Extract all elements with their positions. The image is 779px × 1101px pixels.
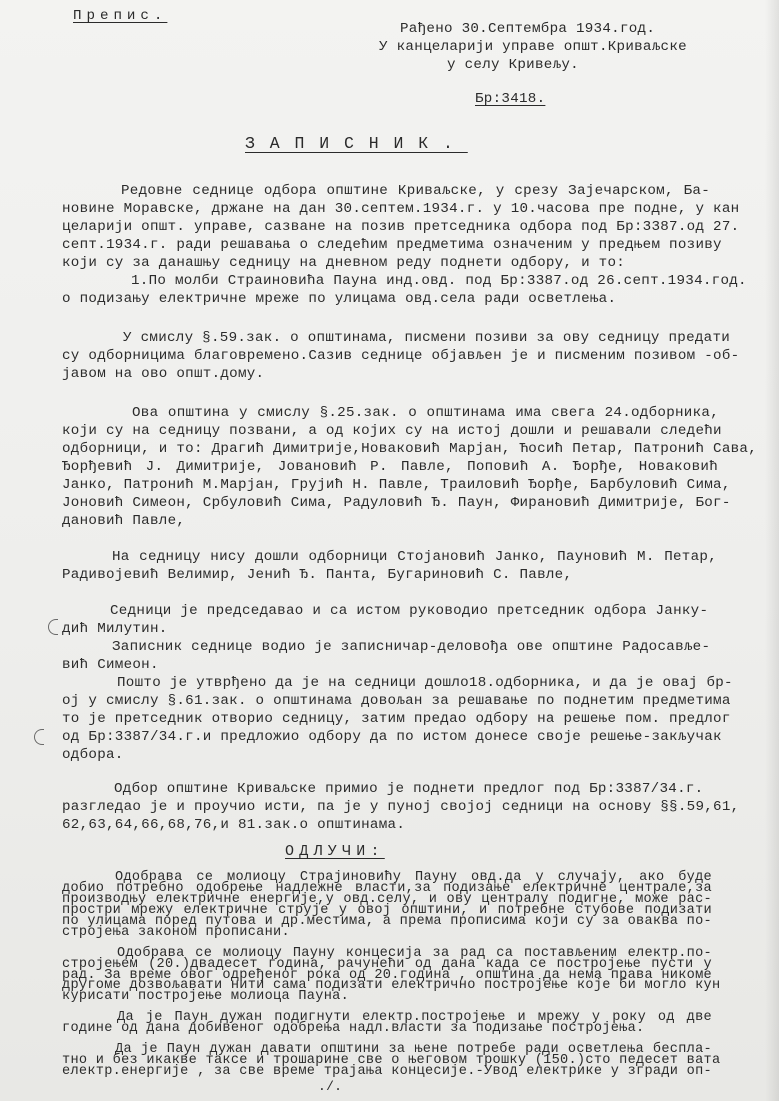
text-line: вић Симеон.: [62, 657, 159, 673]
text-line: Да је Паун дужан подигнути електр.постројење и мрежу у року од две: [117, 1010, 712, 1026]
text-line: другоме дозвољавати нити сама подизати електрично постројење које би могло кун: [62, 978, 721, 994]
text-line: Да је Паун дужан давати општини за њене потребе ради осветлења беспла-: [115, 1042, 712, 1058]
text-line: то је претседник отворио седницу, затим предао одбору на решење пом. предлог: [62, 711, 731, 727]
text-line: стројењем (20.)двадесет година, рачунећи од дана када се постројење пусти у: [62, 956, 712, 972]
text-line: На седницу нису дошли одборници Стојановић Јанко, Пауновић М. Петар,: [112, 549, 717, 565]
text-line: ој у смислу §.61.зак. о општинама довољан за решавање по поднетим предметима: [62, 693, 731, 709]
text-line: Пошто је утврђено да је на седници дошло18.одборника, и да је овај бр-: [117, 675, 733, 691]
text-line: по улицама поред путова и др.местима, а према прописима који су за оваква по-: [62, 913, 713, 929]
text-line: новине Моравске, држане на дан 30.септем.1934.г. у 10.часова пре подне, у кан: [62, 201, 740, 217]
text-line: дановић Павле,: [62, 513, 186, 529]
text-line: Одобрава се молиоцу Пауну концесија за рад са постављеним електр.по-: [117, 945, 712, 961]
text-line: Радивојевић Велимир, Јенић Ђ. Панта, Бугариновић С. Павле,: [62, 567, 573, 583]
text-line: јавом на ово општ.дому.: [62, 366, 265, 382]
text-line: електр.енергије , за све време трајања концесије.-Увод електрике у згради оп-: [62, 1064, 713, 1080]
text-line: су одборницима благовремено.Сазив седнице објављен је и писменим позивом -об-: [62, 348, 740, 364]
header-office: У канцеларији управе општ.Криваљске: [379, 39, 687, 55]
text-line: одбора.: [62, 747, 124, 763]
text-line: септ.1934.г. ради решавања о следећим предметима означеним у предњем позиву: [62, 237, 722, 253]
text-line: Јанко, Патронић М.Марјан, Грујић Н. Павле, Траиловић Ђорђе, Барбуловић Сима,: [62, 477, 731, 493]
page-edge-shadow: [765, 0, 779, 1101]
page-continuation-mark: ./.: [318, 1079, 343, 1094]
text-line: простри мрежу електричне струје у овој општини, и потребне стубове подизати: [62, 902, 712, 918]
text-line: Ђорђевић Ј. Димитрије, Јовановић Р. Павле, Поповић А. Ђорђе, Новаковић: [62, 459, 718, 475]
text-line: дић Милутин.: [62, 621, 168, 637]
text-line: целарији општ. управе, сазване на позив претседника одбора под Бр:3387.од 27.: [62, 219, 740, 235]
copy-label: Препис.: [73, 8, 168, 24]
decision-heading: ОДЛУЧИ:: [285, 843, 385, 860]
text-line: Одобрава се молиоцу Страјиновићу Пауну овд.да у случају, ако буде: [115, 870, 712, 885]
margin-bracket-mark: [34, 729, 44, 745]
text-line: производњу електричне енергије,у овд.селу, и ову централу подигне, може рас-: [62, 891, 712, 907]
text-line: Записник седнице водио је записничар-деловођа ове општине Радосавље-: [112, 639, 711, 655]
text-line: разгледао је и проучио исти, па је у пуној својој седници на основу §§.59,61,: [62, 799, 740, 815]
text-line: рад. За време овог одређеног рока од 20.година , општина да нема права никоме: [62, 967, 713, 983]
text-line: одборници, и то: Драгић Димитрије,Новаковић Марјан, Ћосић Петар, Патронић Сава,: [62, 441, 758, 457]
text-line: 1.По молби Страиновића Пауна инд.овд. под Бр:3387.од 26.септ.1934.год.: [131, 273, 747, 289]
text-line: тно и без икакве таксе и трошарине све о његовом трошку (150.)сто педесет вата: [62, 1053, 721, 1069]
text-line: који су на седницу позвани, а од којих су на истој дошли и решавали следећи: [62, 423, 722, 439]
text-line: Одбор општине Криваљске примио је поднети предлог под Бр:3387/34.г.: [114, 781, 704, 797]
header-date: Рађено 30.Септембра 1934.год.: [400, 21, 656, 37]
text-line: курисати постројење молиоца Пауна.: [62, 989, 350, 1005]
text-line: У смислу §.59.зак. о општинама, писмени позиви за ову седницу предати: [123, 330, 731, 346]
text-line: који су за данашњу седницу на дневном реду поднети одбору, и то:: [62, 255, 626, 271]
text-line: од Бр:3387/34.г.и предложио одбору да по истом донесе своје решење-закључак: [62, 729, 722, 745]
text-line: Седници је председавао и са истом руководио претседник одбора Јанку-: [110, 603, 709, 619]
text-line: године од дана добивеног одобрења надл.власти за подизање постројења.: [62, 1021, 645, 1037]
document-title: ЗАПИСНИК.: [245, 134, 468, 153]
text-line: стројења законом прописани.: [62, 924, 290, 940]
header-village: у селу Кривељу.: [447, 57, 579, 73]
margin-bracket-mark: [48, 619, 58, 635]
text-line: Ова општина у смислу §.25.зак. о општинама има свега 24.одборника,: [132, 405, 719, 421]
text-line: о подизању електричне мреже по улицама овд.села ради осветлења.: [62, 291, 617, 307]
document-number: Бр:3418.: [475, 91, 546, 107]
text-line: добио потребно одобрење надлежне власти,за подизање електричне централе,за: [62, 880, 712, 896]
text-line: Редовне седнице одбора општине Криваљске, у срезу Зајечарском, Ба-: [121, 183, 710, 199]
text-line: 62,63,64,66,68,76,и 81.зак.о општинама.: [62, 817, 406, 833]
text-line: Јоновић Симеон, Србуловић Сима, Радуловић Ђ. Паун, Фирановић Димитрије, Бог-: [62, 495, 731, 511]
